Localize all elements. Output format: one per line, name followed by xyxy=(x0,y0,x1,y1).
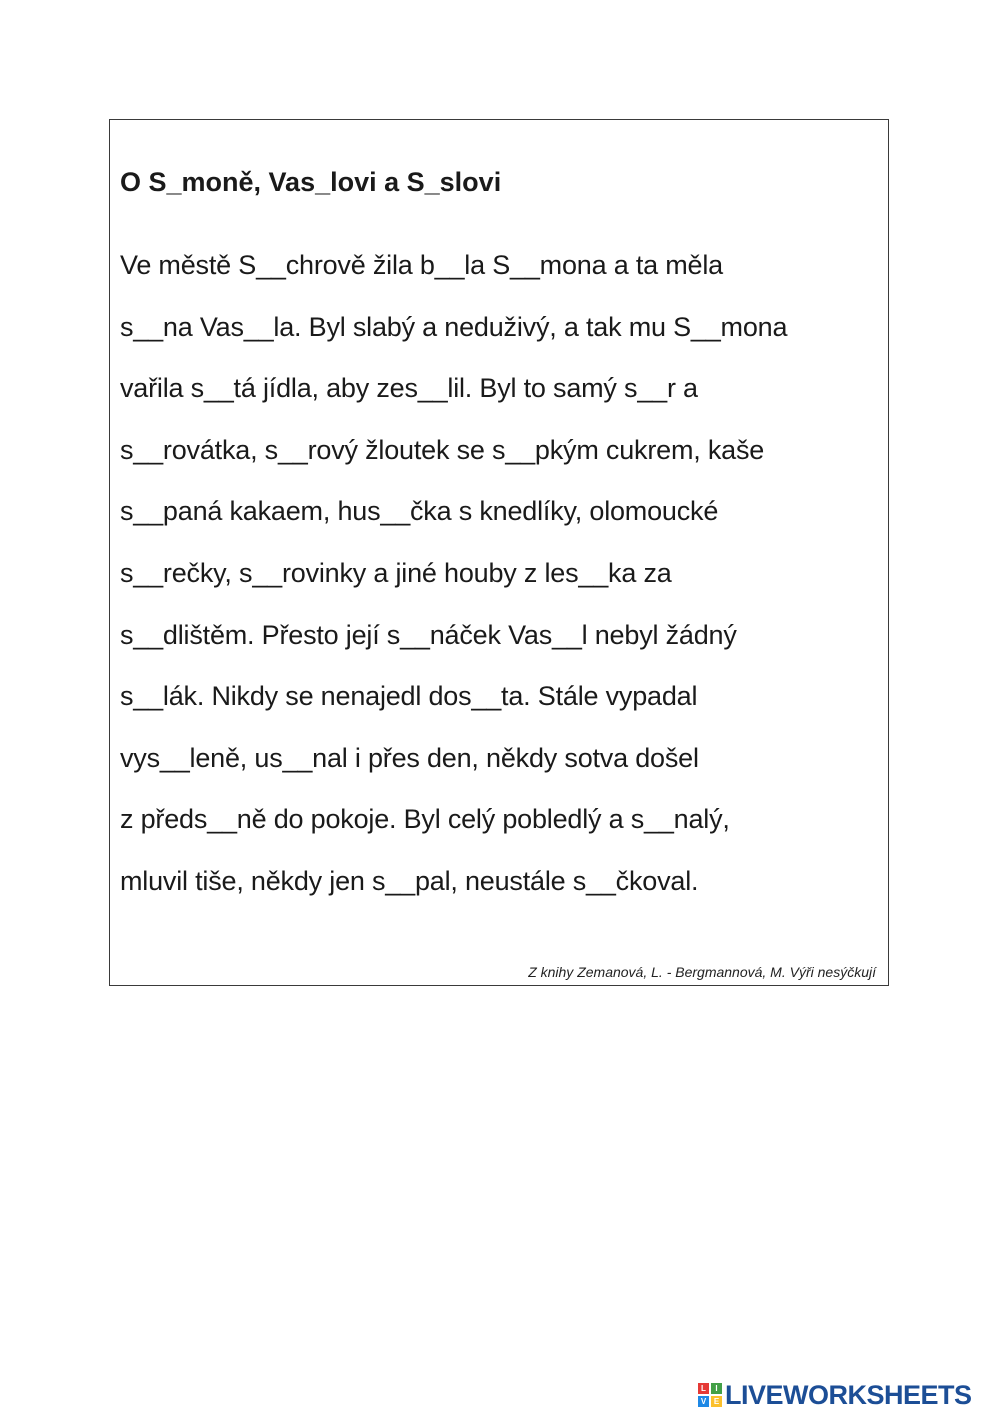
text-line: Ve městě S__chrově žila b__la S__mona a ta měla xyxy=(120,250,723,280)
logo-icon-letter: V xyxy=(698,1396,709,1407)
text-lines xyxy=(120,235,787,913)
source-citation: Z knihy Zemanová, L. - Bergmannová, M. Výři nesýčkují xyxy=(528,964,876,980)
logo-icon-letter: I xyxy=(711,1383,722,1394)
worksheet-box xyxy=(109,119,889,986)
logo-icon xyxy=(698,1383,722,1407)
logo-icon-letter: E xyxy=(711,1396,722,1407)
text-line: s__rovátka, s__rový žloutek se s__pkým cukrem, kaše xyxy=(120,434,765,465)
text-line: s__rečky, s__rovinky a jiné houby z les__ka za xyxy=(120,557,672,588)
liveworksheets-logo[interactable] xyxy=(698,1378,972,1412)
text-line: s__paná kakaem, hus__čka s knedlíky, olomoucké xyxy=(120,496,719,527)
text-line: vys__leně, us__nal i přes den, někdy sotva došel xyxy=(120,742,699,773)
logo-text: LIVEWORKSHEETS xyxy=(725,1380,972,1410)
worksheet-title: O S_moně, Vas_lovi a S_slovi xyxy=(120,167,502,197)
text-line: s__dlištěm. Přesto její s__náček Vas__l nebyl žádný xyxy=(120,619,737,650)
text-line: s__lák. Nikdy se nenajedl dos__ta. Stále vypadal xyxy=(120,681,698,712)
text-line: vařila s__tá jídla, aby zes__lil. Byl to samý s__r a xyxy=(120,373,698,404)
text-line: z předs__ně do pokoje. Byl celý pobledlý a s__nalý, xyxy=(120,804,730,835)
text-line: s__na Vas__la. Byl slabý a neduživý, a tak mu S__mona xyxy=(120,311,788,342)
logo-icon-letter: L xyxy=(698,1383,709,1394)
text-line: mluvil tiše, někdy jen s__pal, neustále s__čkoval. xyxy=(120,865,699,896)
